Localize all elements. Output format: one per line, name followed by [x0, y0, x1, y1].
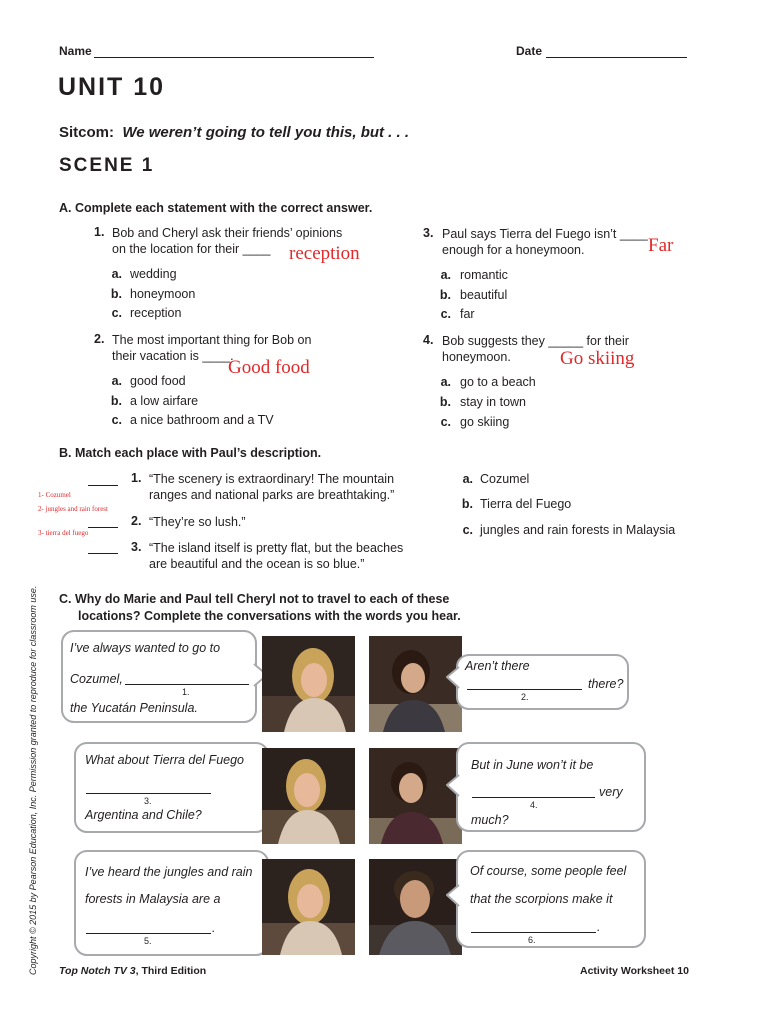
option-letter: b. — [110, 287, 122, 301]
question-number: 4. — [423, 333, 434, 347]
speech-bubble: But in June won’t it be 4. very much? — [456, 742, 646, 832]
option-letter: a. — [440, 268, 451, 282]
answer-blank[interactable] — [471, 932, 596, 933]
scene-title: SCENE 1 — [59, 155, 155, 176]
option-text: a low airfare — [130, 394, 199, 408]
answer-blank[interactable] — [88, 527, 118, 528]
answer-blank[interactable] — [125, 684, 249, 685]
option-text: honeymoon — [130, 287, 196, 301]
option-letter: b. — [439, 288, 451, 302]
option-letter: b. — [439, 395, 451, 409]
speech-bubble: I’ve always wanted to go to Cozumel, 1. the Yucatán Peninsula. — [61, 630, 257, 723]
unit-title: UNIT 10 — [58, 73, 166, 101]
bubble-tail — [446, 774, 460, 798]
speech-bubble: Aren’t there 2. there? — [456, 654, 629, 710]
option-text: go skiing — [460, 415, 510, 429]
date-field[interactable] — [546, 57, 687, 58]
option-text: good food — [130, 374, 186, 388]
question-number: 3. — [423, 226, 434, 240]
question-number: 2. — [94, 332, 105, 346]
option-text: reception — [130, 306, 182, 320]
answer-blank[interactable] — [86, 933, 211, 934]
name-label: Name — [59, 44, 92, 58]
handwritten-note: 3- tierra del fuego — [38, 529, 89, 537]
answer-blank[interactable] — [88, 553, 118, 554]
choice-letter: a. — [462, 472, 473, 486]
item-number: 2. — [131, 514, 142, 528]
description-text: “The scenery is extraordinary! The mountain ranges and national parks are breathtaking.” — [149, 472, 395, 502]
answer-blank[interactable] — [467, 689, 582, 690]
option-letter: b. — [110, 394, 122, 408]
option-letter: a. — [111, 374, 122, 388]
footer-left: Top Notch TV 3, Third Edition — [59, 965, 207, 977]
book-title: Top Notch TV 3 — [59, 965, 136, 977]
copyright-notice: Copyright © 2015 by Pearson Education, Inc. Permission granted to reproduce for classroom use. — [28, 585, 38, 975]
question-text: Bob suggests they _____ for their honeymoon. — [442, 334, 629, 364]
section-a-heading: A. Complete each statement with the correct answer. — [59, 201, 373, 215]
choice-text: Cozumel — [480, 472, 530, 486]
item-number: 1. — [131, 471, 142, 485]
sitcom-title: We weren’t going to tell you this, but . . . — [122, 124, 410, 141]
answer-blank[interactable] — [86, 793, 211, 794]
choice-letter: b. — [461, 497, 473, 511]
handwritten-note: 2- jungles and rain forest — [38, 505, 108, 513]
speech-bubble: What about Tierra del Fuego 3. Argentina and Chile? — [74, 742, 269, 833]
sitcom-label: Sitcom: — [59, 124, 115, 141]
bubble-tail — [446, 884, 460, 908]
bubble-tail — [446, 666, 460, 690]
question-text: Paul says Tierra del Fuego isn’t ____ enough for a honeymoon. — [442, 227, 648, 257]
photo-cheryl — [262, 636, 355, 732]
section-b-heading: B. Match each place with Paul’s description. — [59, 446, 322, 460]
choice-text: Tierra del Fuego — [480, 497, 572, 511]
answer-blank[interactable] — [472, 797, 595, 798]
answer-blank[interactable] — [88, 485, 118, 486]
option-text: a nice bathroom and a TV — [130, 413, 274, 427]
handwritten-answer: Go skiing — [560, 348, 635, 369]
option-text: far — [460, 307, 475, 321]
option-letter: c. — [440, 415, 451, 429]
option-text: wedding — [130, 267, 177, 281]
item-number: 3. — [131, 540, 142, 554]
option-letter: a. — [111, 267, 122, 281]
option-text: romantic — [460, 268, 508, 282]
handwritten-answer: Good food — [228, 357, 310, 378]
speech-bubble: Of course, some people feel that the scorpions make it . 6. — [456, 850, 646, 948]
speech-bubble: I’ve heard the jungles and rain forests in Malaysia are a . 5. — [74, 850, 269, 956]
footer-right: Activity Worksheet 10 — [580, 965, 689, 977]
option-letter: c. — [440, 307, 451, 321]
option-text: go to a beach — [460, 375, 536, 389]
description-text: “The island itself is pretty flat, but the beaches are beautiful and the ocean is so blue.” — [149, 541, 404, 571]
date-label: Date — [516, 44, 543, 58]
handwritten-note: 1- Cozumel — [38, 491, 71, 499]
sitcom-heading — [59, 124, 409, 141]
question-number: 1. — [94, 225, 105, 239]
option-text: stay in town — [460, 395, 527, 409]
option-letter: a. — [440, 375, 451, 389]
photo-cheryl — [262, 748, 355, 844]
question-text: Bob and Cheryl ask their friends’ opinions on the location for their ____ — [112, 226, 343, 256]
photo-cheryl — [262, 859, 355, 955]
question-text: The most important thing for Bob on their vacation is ____. — [112, 333, 312, 363]
option-letter: c. — [111, 306, 122, 320]
choice-text: jungles and rain forests in Malaysia — [480, 523, 676, 537]
section-c-heading: C. Why do Marie and Paul tell Cheryl not to travel to each of these locations? Complete the conversations with the words you hear. — [59, 592, 461, 623]
option-text: beautiful — [460, 288, 508, 302]
handwritten-answer: reception — [289, 243, 360, 264]
option-letter: c. — [111, 413, 122, 427]
handwritten-answer: Far — [648, 235, 674, 256]
description-text: “They’re so lush.” — [149, 515, 246, 529]
choice-letter: c. — [462, 523, 473, 537]
name-field[interactable] — [94, 57, 374, 58]
